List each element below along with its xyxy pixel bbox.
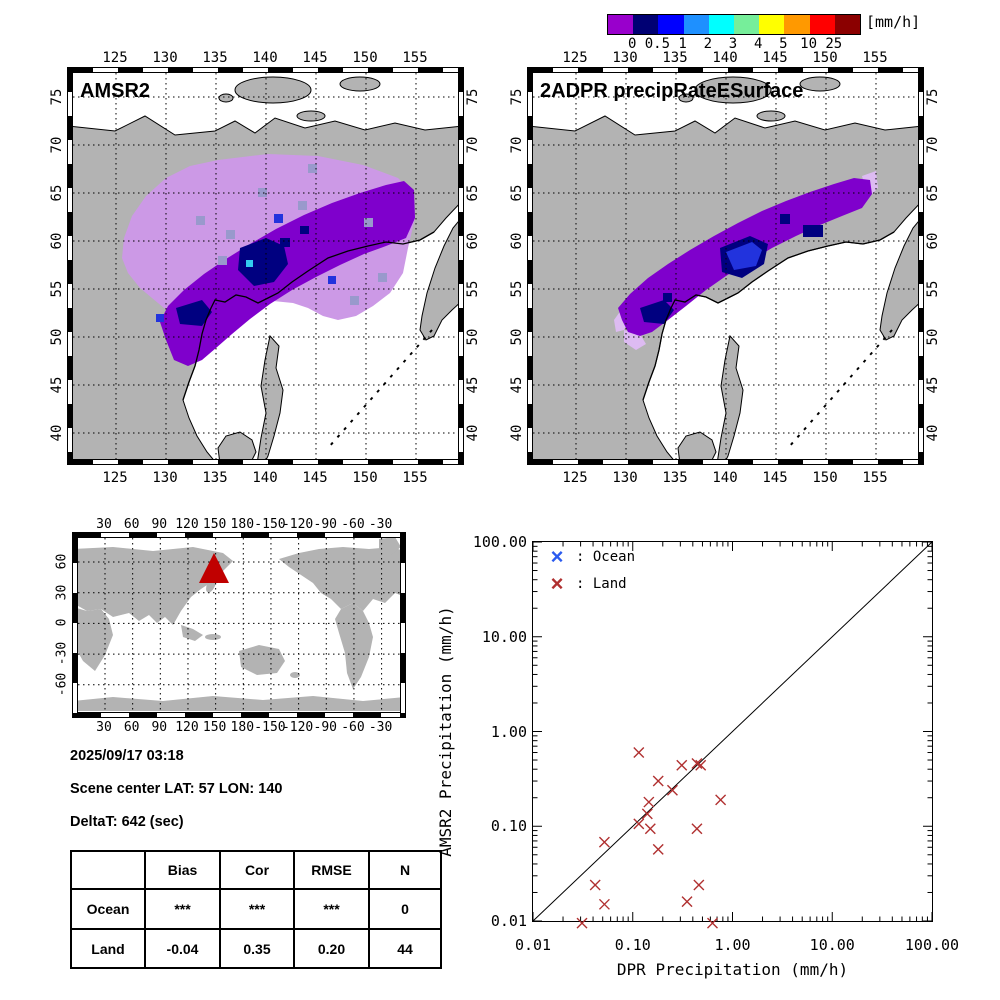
- world-lon-label-bottom: 90: [151, 720, 168, 735]
- stats-header-cor: Cor: [220, 851, 294, 889]
- scatter-legend: [546, 543, 635, 597]
- amsr2-lat-label-left: 55: [49, 280, 65, 298]
- amsr2-lon-label-bottom: 140: [252, 470, 278, 486]
- amsr2-lon-label-bottom: 135: [202, 470, 228, 486]
- world-lon-label-bottom: 180: [230, 720, 255, 735]
- delta-t: DeltaT: 642 (sec): [70, 814, 184, 830]
- world-border-left: [73, 533, 78, 717]
- world-border-bottom: [73, 712, 405, 717]
- amsr2-lat-label-left: 45: [49, 376, 65, 394]
- colorbar-unit-label: [mm/h]: [866, 13, 921, 31]
- amsr2-lon-label-bottom: 150: [352, 470, 378, 486]
- scatter-x-tick-label: 0.10: [614, 936, 651, 954]
- land-data-point: [653, 844, 663, 854]
- dpr-lat-label-right: 75: [925, 88, 941, 106]
- precip-grayblue: [364, 218, 373, 227]
- world-lon-label-top: -120: [281, 517, 314, 532]
- world-lon-label-bottom: -30: [368, 720, 393, 735]
- dpr-lat-label-left: 55: [509, 280, 525, 298]
- land-data-point: [682, 897, 692, 907]
- dpr-lon-label-top: 125: [562, 50, 588, 66]
- world-lon-label-top: 180: [230, 517, 255, 532]
- colorbar-tick-label: 4: [753, 36, 763, 52]
- precip-grayblue: [226, 230, 235, 239]
- stats-table: [70, 850, 442, 969]
- land-data-point: [694, 880, 704, 890]
- stats-header-bias: Bias: [145, 851, 220, 889]
- precip-blue: [274, 214, 283, 223]
- scene-datetime: 2025/09/17 03:18: [70, 748, 184, 764]
- world-lon-label-bottom: 150: [202, 720, 227, 735]
- precip-heavy: [280, 238, 290, 247]
- dpr-lon-label-top: 130: [612, 50, 638, 66]
- colorbar-tick-label: 5: [779, 36, 788, 52]
- scatter-y-tick-label: 100.00: [472, 533, 527, 551]
- scatter-x-tick-label: 1.00: [714, 936, 751, 954]
- ocean-x-marker-icon: ×: [550, 543, 564, 569]
- amsr2-lon-label-top: 135: [202, 50, 228, 66]
- map-border-top: [68, 68, 463, 73]
- world-lat-label-left: 30: [54, 584, 70, 601]
- land-data-point: [692, 824, 702, 834]
- colorbar-cell: [810, 15, 835, 34]
- world-lon-label-top: 90: [151, 517, 168, 532]
- amsr2-lon-label-bottom: 125: [102, 470, 128, 486]
- amsr2-lat-label-right: 70: [465, 136, 481, 154]
- map-border-left: [68, 68, 73, 464]
- scatter-y-tick-label: 10.00: [481, 627, 527, 646]
- amsr2-lat-label-left: 50: [49, 328, 65, 346]
- dpr-lat-label-left: 40: [509, 424, 525, 442]
- land-rmse: 0.20: [294, 929, 369, 968]
- precip-grayblue: [218, 256, 227, 265]
- scene-center: Scene center LAT: 57 LON: 140: [70, 781, 283, 797]
- world-lat-label-left: -30: [54, 641, 70, 666]
- amsr2-lat-label-left: 60: [49, 232, 65, 250]
- world-lon-label-bottom: -90: [313, 720, 337, 735]
- dpr-lon-label-top: 140: [712, 50, 738, 66]
- world-lat-label-left: 0: [54, 618, 70, 627]
- scatter-x-tick-label: 0.01: [514, 936, 552, 954]
- arctic-island: [235, 77, 311, 103]
- land-label: Land: [71, 929, 145, 968]
- amsr2-lat-label-left: 75: [49, 88, 65, 106]
- dpr-lon-label-bottom: 125: [562, 470, 588, 486]
- colorbar-cell: [608, 15, 633, 34]
- map-border-bottom: [68, 459, 463, 464]
- world-lon-label-top: -60: [341, 517, 365, 532]
- map-border-bottom: [528, 459, 923, 464]
- colorbar-tick-label: 25: [825, 36, 843, 52]
- precip-heavy: [663, 293, 672, 302]
- dpr-lat-label-right: 50: [925, 328, 941, 346]
- world-lat-label-left: 60: [54, 553, 70, 570]
- precip-blue: [156, 314, 164, 322]
- amsr2-lat-label-right: 45: [465, 376, 481, 394]
- dpr-map-title: 2ADPR precipRateESurface: [540, 80, 804, 102]
- dpr-lon-label-top: 135: [662, 50, 688, 66]
- dpr-lat-label-left: 45: [509, 376, 525, 394]
- land-data-point: [667, 785, 677, 795]
- amsr2-map: [68, 68, 463, 464]
- land-data-point: [642, 809, 652, 819]
- precip-grayblue: [350, 296, 359, 305]
- legend-land: [546, 570, 635, 597]
- colorbar: [607, 14, 861, 35]
- dpr-lat-label-right: 65: [925, 184, 941, 202]
- world-lon-label-top: -30: [368, 517, 393, 532]
- dpr-lat-label-right: 40: [925, 424, 941, 442]
- dpr-lat-label-left: 75: [509, 88, 525, 106]
- scatter-plot: [533, 542, 932, 921]
- dpr-lon-label-bottom: 130: [612, 470, 638, 486]
- land-data-point: [692, 758, 702, 768]
- world-overview-map: [72, 532, 406, 718]
- amsr2-lon-label-bottom: 130: [152, 470, 178, 486]
- land-bias: -0.04: [145, 929, 220, 968]
- stats-row-ocean: [71, 889, 441, 929]
- world-lon-label-bottom: 60: [123, 720, 140, 735]
- colorbar-cell: [759, 15, 784, 34]
- amsr2-lon-label-bottom: 155: [402, 470, 428, 486]
- arctic-island: [297, 111, 325, 121]
- land-data-point: [634, 748, 644, 758]
- amsr2-lat-label-left: 70: [49, 136, 65, 154]
- world-lon-label-top: -90: [313, 517, 337, 532]
- ocean-rmse: ***: [294, 889, 369, 929]
- legend-ocean: [546, 543, 635, 570]
- map-border-right: [458, 68, 463, 464]
- scatter-y-tick-label: 1.00: [490, 722, 527, 741]
- amsr2-lat-label-right: 40: [465, 424, 481, 442]
- world-lat-label-left: -60: [54, 672, 70, 697]
- precip-heavy: [300, 226, 309, 234]
- world-lon-label-top: 120: [175, 517, 199, 532]
- amsr2-lon-label-top: 125: [102, 50, 128, 66]
- precip-grayblue: [196, 216, 205, 225]
- dpr-lon-label-top: 155: [862, 50, 888, 66]
- precip-cyan: [246, 260, 253, 267]
- amsr2-lon-label-top: 145: [302, 50, 328, 66]
- dpr-lon-label-bottom: 135: [662, 470, 688, 486]
- world-lon-label-top: 150: [202, 517, 227, 532]
- arctic-island: [219, 94, 233, 102]
- land-data-point: [645, 824, 655, 834]
- dpr-lon-label-bottom: 150: [812, 470, 838, 486]
- dpr-lat-label-right: 55: [925, 280, 941, 298]
- amsr2-lat-label-right: 75: [465, 88, 481, 106]
- land-data-point: [599, 899, 609, 909]
- dpr-lon-label-top: 150: [812, 50, 838, 66]
- arctic-island: [800, 77, 840, 91]
- stats-header-blank: [71, 851, 145, 889]
- legend-land-label: : Land: [576, 575, 627, 592]
- land-x-marker-icon: ×: [550, 570, 564, 596]
- colorbar-tick-label: 0: [627, 36, 637, 52]
- amsr2-lat-label-right: 65: [465, 184, 481, 202]
- dpr-lon-label-bottom: 155: [862, 470, 888, 486]
- world-lon-label-bottom: -120: [281, 720, 314, 735]
- world-border-right: [400, 533, 405, 717]
- stats-header-rmse: RMSE: [294, 851, 369, 889]
- dpr-lat-label-right: 60: [925, 232, 941, 250]
- world-lon-label-top: 30: [96, 517, 112, 532]
- scatter-y-tick-label: 0.10: [490, 817, 527, 836]
- land-data-point: [577, 918, 587, 928]
- colorbar-cell: [835, 15, 860, 34]
- colorbar-tick-label: 0.5: [644, 36, 671, 52]
- scatter-x-tick-label: 10.00: [809, 936, 855, 954]
- scatter-y-axis-title: AMSR2 Precipitation (mm/h): [436, 606, 455, 857]
- precip-grayblue: [298, 201, 307, 210]
- world-map-graphic: [73, 533, 405, 717]
- amsr2-lon-label-top: 150: [352, 50, 378, 66]
- ocean-label: Ocean: [71, 889, 145, 929]
- dpr-lon-label-bottom: 140: [712, 470, 738, 486]
- legend-ocean-label: : Ocean: [576, 548, 636, 565]
- precip-heavy: [803, 225, 823, 237]
- colorbar-cell: [734, 15, 759, 34]
- amsr2-lon-label-top: 130: [152, 50, 178, 66]
- colorbar-cell: [658, 15, 683, 34]
- dpr-map-panel: [527, 67, 924, 465]
- land-data-point: [644, 797, 654, 807]
- world-lon-label-top: -150: [254, 517, 286, 532]
- world-lon-label-top: 60: [123, 517, 140, 532]
- dpr-lat-label-left: 65: [509, 184, 525, 202]
- precip-grayblue: [378, 273, 387, 282]
- dpr-lon-label-bottom: 145: [762, 470, 788, 486]
- world-lon-label-bottom: -60: [341, 720, 365, 735]
- dpr-lon-label-top: 145: [762, 50, 788, 66]
- ocean-bias: ***: [145, 889, 220, 929]
- stats-row-land: [71, 929, 441, 968]
- amsr2-lon-label-top: 155: [402, 50, 428, 66]
- colorbar-tick-label: 1: [678, 36, 687, 52]
- precip-heavy: [780, 214, 790, 224]
- world-lon-label-bottom: 120: [175, 720, 199, 735]
- stats-header-n: N: [369, 851, 441, 889]
- land-data-point: [590, 880, 600, 890]
- map-border-right: [918, 68, 923, 464]
- dpr-lat-label-right: 70: [925, 136, 941, 154]
- amsr2-map-panel: [67, 67, 464, 465]
- colorbar-tick-label: 2: [703, 36, 713, 52]
- amsr2-lat-label-left: 65: [49, 184, 65, 202]
- amsr2-lat-label-right: 55: [465, 280, 481, 298]
- scatter-plot-panel: [532, 541, 933, 922]
- land-data-point: [707, 918, 717, 928]
- amsr2-map-title: AMSR2: [80, 80, 151, 102]
- land-n: 44: [369, 929, 441, 968]
- world-border-top: [73, 533, 405, 538]
- dpr-lat-label-left: 70: [509, 136, 525, 154]
- ocean-n: 0: [369, 889, 441, 929]
- scatter-y-tick-label: 0.01: [490, 912, 527, 930]
- scatter-x-tick-label: 100.00: [904, 936, 960, 954]
- arctic-island: [757, 111, 785, 121]
- world-lon-label-bottom: 30: [96, 720, 112, 735]
- amsr2-lon-label-bottom: 145: [302, 470, 328, 486]
- colorbar-cell: [709, 15, 734, 34]
- land-data-point: [653, 776, 663, 786]
- land-data-point: [716, 795, 726, 805]
- colorbar-cell: [784, 15, 809, 34]
- precip-blue: [328, 276, 336, 284]
- amsr2-lon-label-top: 140: [252, 50, 278, 66]
- colorbar-tick-label: 3: [728, 36, 738, 52]
- land-data-point: [599, 837, 609, 847]
- amsr2-lat-label-right: 60: [465, 232, 481, 250]
- ocean-cor: ***: [220, 889, 294, 929]
- stats-header-row: [71, 851, 441, 889]
- dpr-lat-label-left: 50: [509, 328, 525, 346]
- colorbar-cell: [684, 15, 709, 34]
- colorbar-tick-label: 10: [800, 36, 818, 52]
- world-lon-label-bottom: -150: [254, 720, 286, 735]
- arctic-island: [340, 77, 380, 91]
- land-cor: 0.35: [220, 929, 294, 968]
- dpr-map: [528, 68, 923, 464]
- dpr-lat-label-left: 60: [509, 232, 525, 250]
- map-border-left: [528, 68, 533, 464]
- colorbar-cell: [633, 15, 658, 34]
- amsr2-lat-label-left: 40: [49, 424, 65, 442]
- scatter-x-axis-title: DPR Precipitation (mm/h): [616, 960, 849, 979]
- land-data-point: [677, 760, 687, 770]
- amsr2-lat-label-right: 50: [465, 328, 481, 346]
- dpr-lat-label-right: 45: [925, 376, 941, 394]
- map-border-top: [528, 68, 923, 73]
